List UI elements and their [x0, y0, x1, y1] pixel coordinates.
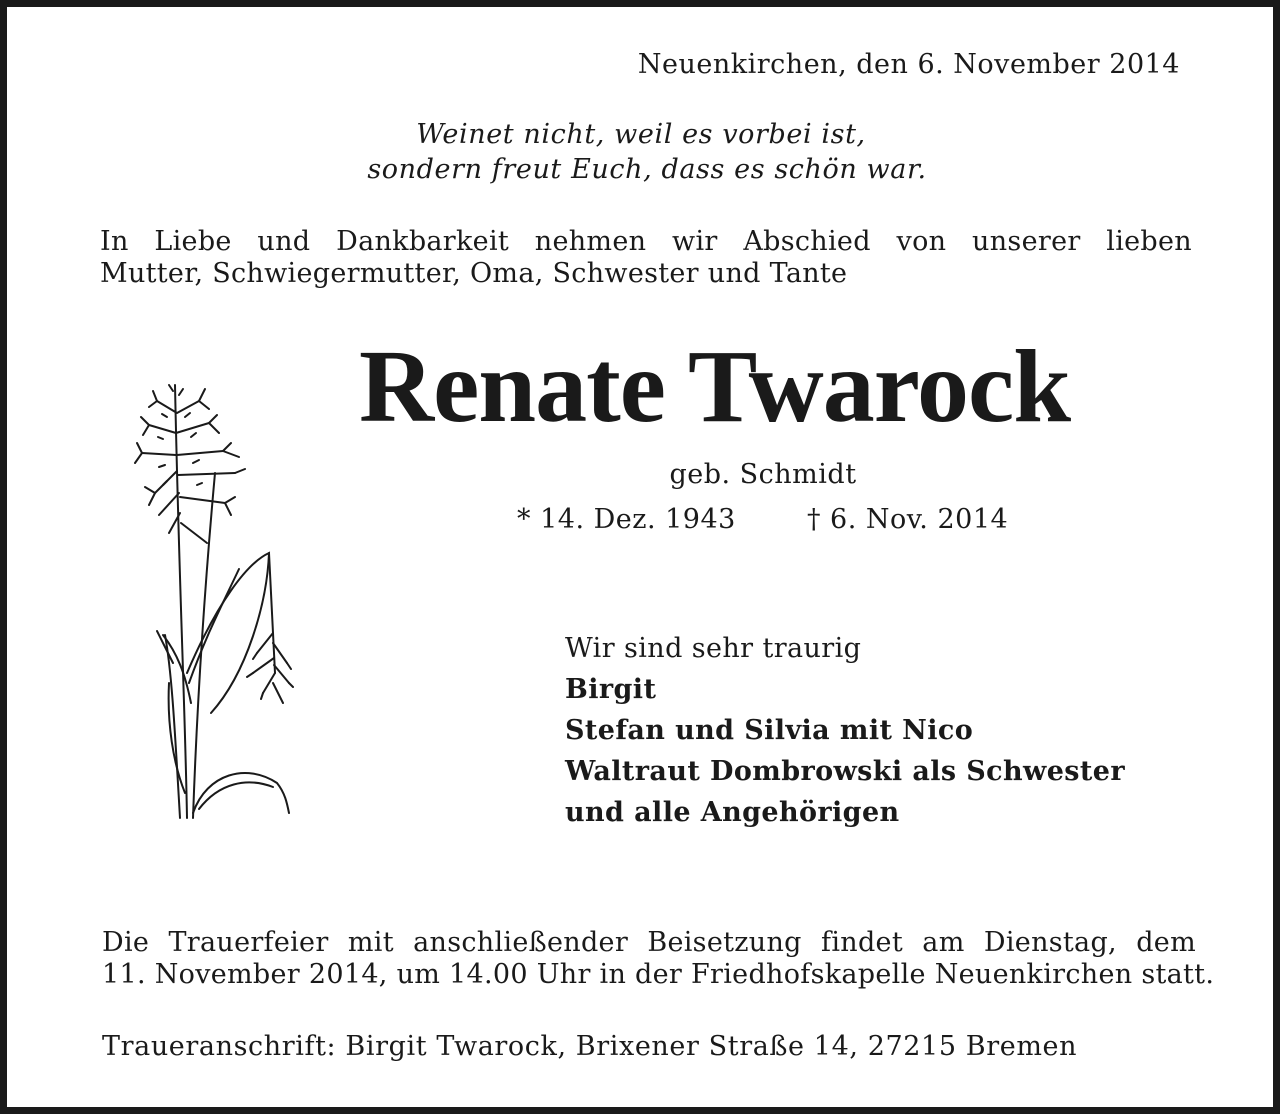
mourner-name: und alle Angehörigen: [565, 797, 900, 828]
death-date: † 6. Nov. 2014: [806, 504, 1009, 535]
intro-line-1: In Liebe und Dankbarkeit nehmen wir Abschied von unserer lieben: [100, 226, 1192, 257]
birth-date: * 14. Dez. 1943: [517, 504, 736, 535]
birth-name: geb. Schmidt: [669, 459, 857, 490]
life-dates: [517, 504, 1008, 535]
mourners-block: [565, 629, 1125, 833]
intro-text: [100, 226, 1192, 290]
funeral-line-1: Die Trauerfeier mit anschließender Beisetzung findet am Dienstag, dem: [102, 927, 1196, 958]
mourner-name: Stefan und Silvia mit Nico: [565, 715, 974, 746]
motto-line-2: sondern freut Euch, dass es schön war.: [367, 154, 927, 185]
place-date: Neuenkirchen, den 6. November 2014: [637, 49, 1180, 80]
grass-illustration-icon: [127, 373, 307, 833]
motto-line-1: Weinet nicht, weil es vorbei ist,: [416, 119, 866, 150]
intro-line-2: Mutter, Schwiegermutter, Oma, Schwester und Tante: [100, 258, 848, 289]
deceased-name: Renate Twarock: [359, 329, 1071, 444]
mourner-name: Waltraut Dombrowski als Schwester: [565, 756, 1125, 787]
funeral-line-2: 11. November 2014, um 14.00 Uhr in der Friedhofskapelle Neuenkirchen statt.: [102, 959, 1215, 990]
mourning-address: Traueranschrift: Birgit Twarock, Brixener Straße 14, 27215 Bremen: [102, 1031, 1078, 1062]
funeral-info: [102, 927, 1215, 991]
mourner-name: Birgit: [565, 674, 657, 705]
motto: [7, 117, 1280, 187]
mourners-lead: Wir sind sehr traurig: [565, 633, 862, 664]
